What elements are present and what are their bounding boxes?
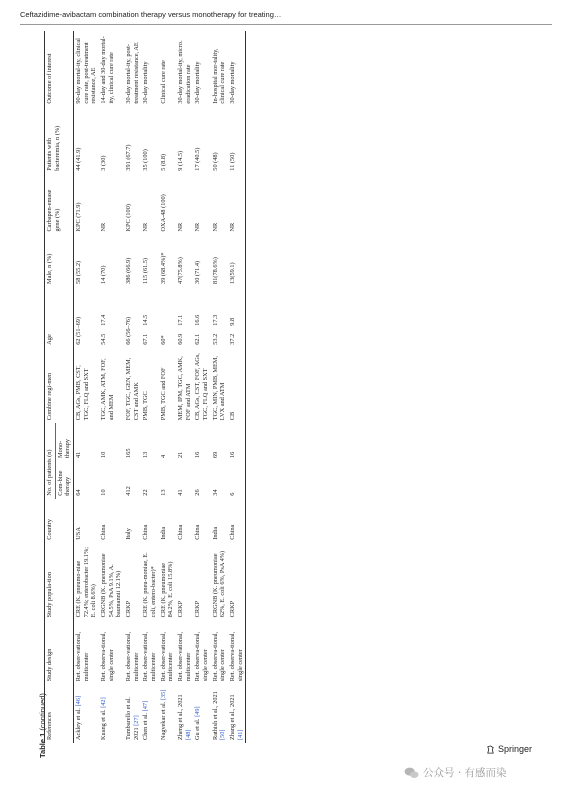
cell-mono: 10 <box>100 451 108 458</box>
cell-ref <box>193 684 210 743</box>
cell-country: China <box>194 524 202 540</box>
cell-combine: 412 <box>125 486 133 496</box>
cell-regimen: FOF, TGC, GEN, MEM, CST and AMK <box>125 357 140 421</box>
publisher-logo <box>486 744 532 754</box>
cell-country: China <box>100 524 108 540</box>
cell-gene: NR <box>194 222 202 232</box>
cell-combine: 26 <box>194 489 202 496</box>
cell-population: CRKP <box>177 600 185 618</box>
age-sd: 17.4 <box>100 314 108 326</box>
reference-name: Nagvekar et al. <box>159 701 167 740</box>
cell-country: India <box>159 526 167 540</box>
reference-name: Kuang et al. <box>100 709 108 740</box>
cell-country: China <box>228 499 246 543</box>
age-sd: 16.6 <box>194 314 202 326</box>
age-value: 62 (51–69) <box>75 316 83 345</box>
table-row <box>141 31 158 743</box>
cell-regimen: PMB, TGC and FOF <box>159 367 167 421</box>
citation-link[interactable]: [46] <box>75 695 83 707</box>
cell-male: 115 (61.5) <box>142 257 150 284</box>
col-header-references: References <box>45 684 74 743</box>
cell-age <box>176 287 193 348</box>
running-title: Ceftazidime-avibactam combination therapy versus monotherapy for treating… <box>20 10 282 19</box>
cell-ref <box>211 684 228 743</box>
reference-name: Zhang et al., 2021 <box>229 694 237 740</box>
col-header-study-population: Study popula-tion <box>45 543 74 621</box>
cell-country: China <box>177 524 185 540</box>
reference-name: Tumbarello et al. 2021 <box>125 697 140 740</box>
reference-name: Chen et al. <box>142 712 150 740</box>
col-header-bacteremia: Patients with bacteremia, n (%) <box>45 107 74 174</box>
citation-link[interactable]: [49] <box>194 706 202 717</box>
cell-mono: 4 <box>159 454 167 458</box>
cell-population: CRKP <box>194 600 202 618</box>
cell-population: CRE (K. pneu-moniae, E. coli, entero-bacter)* <box>142 552 158 618</box>
cell-population: CRKP <box>228 543 246 621</box>
cell-design: Ret. observa-tional, single center <box>211 631 227 682</box>
cell-age <box>211 287 228 348</box>
cell-gene: OXA-48 (100) <box>159 194 167 232</box>
col-header-carbapenemase-gene: Carbapen-emase gene (%) <box>45 174 74 235</box>
study-table <box>44 31 246 743</box>
cell-age <box>124 287 141 348</box>
watermark-text: 公众号 · 有感而染 <box>423 767 507 779</box>
cell-age <box>141 287 158 348</box>
cell-male: 81(78.6%) <box>211 257 219 284</box>
cell-outcome: 14-day and 30-day mortal-ity, clinical cure rate <box>100 36 115 104</box>
cell-ref <box>159 684 176 743</box>
cell-combine: 10 <box>100 489 108 496</box>
cell-regimen: CB, AGs, PMB, CST, TGC, FLQ and SXT <box>75 365 90 421</box>
citation-link[interactable]: [48] <box>184 729 192 740</box>
cell-outcome: 30-day mortal-ity, post-treatment resistance, AE <box>125 42 140 104</box>
cell-gene: NR <box>177 222 185 232</box>
cell-design: Ret. obser-vational, multicenter <box>142 631 158 682</box>
cell-ref <box>124 684 141 743</box>
cell-design: Ret. observa-tional, single center <box>100 631 115 682</box>
header-divider <box>20 24 552 25</box>
col-header-study-design: Study design <box>45 620 74 684</box>
cell-country: India <box>211 526 219 540</box>
citation-link[interactable]: [42] <box>100 697 108 708</box>
age-sd: 14.5 <box>142 314 150 326</box>
cell-gene: NR <box>211 222 219 232</box>
cell-regimen: CB, AGs, CST, FOF, AGs, TGC, FLQ and SXT <box>194 353 210 421</box>
reference-name: Zheng et al., 2021 <box>177 694 185 740</box>
cell-design: Ret. obser-vational, multicenter <box>177 631 192 682</box>
cell-gene: NR <box>100 222 108 232</box>
cell-age <box>74 287 100 348</box>
cell-gene: NR <box>228 174 246 235</box>
wechat-icon <box>404 767 419 779</box>
cell-country: USA <box>75 527 83 540</box>
col-header-country: Country <box>45 499 74 543</box>
cell-outcome: In-hospital mor-tality, clinical cure rate <box>211 48 227 104</box>
cell-combine: 41 <box>177 489 185 496</box>
age-value: 53.2 <box>211 333 219 345</box>
cell-country: Italy <box>125 528 133 540</box>
cell-mono: 165 <box>125 448 133 458</box>
cell-mono: 16 <box>194 451 202 458</box>
rotated-table-container <box>44 31 512 743</box>
cell-combine: 34 <box>211 489 219 496</box>
cell-mono: 21 <box>177 451 185 458</box>
cell-combine: 22 <box>142 489 150 496</box>
cell-bacteremia: 35 (100) <box>142 149 150 171</box>
age-value: 60* <box>159 335 167 345</box>
cell-design: Ret. obser-vational, multicenter <box>75 631 90 682</box>
table-row <box>159 31 176 743</box>
age-value: 62.1 <box>194 333 202 345</box>
reference-name: Gu et al. <box>194 718 202 740</box>
cell-design: Ret. obser-vational, multicenter <box>159 631 175 682</box>
citation-link[interactable]: [50] <box>219 729 227 740</box>
col-header-monotherapy: Mono-therapy <box>56 439 72 458</box>
table-row <box>124 31 141 743</box>
cell-bacteremia: 50 (48) <box>211 152 219 171</box>
col-header-age: Age <box>45 287 74 348</box>
cell-combine: 6 <box>228 461 246 499</box>
cell-ref <box>176 684 193 743</box>
age-sd: 17.1 <box>177 314 185 326</box>
cell-combine: 13 <box>159 489 167 496</box>
citation-link[interactable]: [47] <box>142 700 150 712</box>
table-row <box>74 31 100 743</box>
cell-combine: 64 <box>75 489 83 496</box>
cell-outcome: 30-day mortality <box>142 61 150 104</box>
cell-population: CRGNB (K. pneumoniae 54.5%, PsA 9.1%, A. baumannii 12.1%) <box>100 553 123 618</box>
cell-gene: KPC (100) <box>125 204 133 232</box>
citation-link[interactable]: [27] <box>132 715 140 726</box>
cell-outcome: Clinical cure rate <box>159 60 167 104</box>
cell-male: 14 (70) <box>100 265 108 284</box>
cell-outcome: 30-day mortality <box>194 61 202 104</box>
cell-male: 39 (68.4%)* <box>159 252 167 284</box>
cell-design: Ret. observa-tional, single center <box>228 620 246 684</box>
publisher-name: Springer <box>498 744 533 754</box>
col-header-no-patients: No. of patients (n) <box>45 423 56 498</box>
cell-regimen: MEM, IPM, TGC, AMK, FOF and ATM <box>177 356 192 421</box>
cell-gene: KPC (71.9) <box>75 202 83 232</box>
cell-mono: 13 <box>142 451 150 458</box>
cell-mono: 41 <box>75 451 83 458</box>
cell-age <box>193 287 210 348</box>
table-body <box>74 31 246 743</box>
cell-male: 386 (66.9) <box>125 257 133 284</box>
age-sd: 9.8 <box>229 317 237 326</box>
table-continued: (continued) <box>38 693 47 731</box>
cell-bacteremia: 11 (50) <box>228 107 246 174</box>
cell-population: CRGNB (K. pneumoniae 62%, E. coli 6%, PsA 4%) <box>211 550 227 618</box>
cell-mono: 16 <box>228 423 246 461</box>
watermark <box>404 765 507 780</box>
col-header-combine-therapy: Com-bine therapy <box>56 470 72 496</box>
cell-ref <box>228 684 246 743</box>
cell-bacteremia: 17 (40.5) <box>194 147 202 171</box>
cell-ref <box>141 684 158 743</box>
age-value: 66 (56–76) <box>125 316 133 345</box>
cell-male: 13(59.1) <box>228 235 246 287</box>
cell-country: China <box>142 524 150 540</box>
cell-bacteremia: 5 (8.8) <box>159 153 167 171</box>
cell-age <box>228 287 246 348</box>
cell-male: 30 (71.4) <box>194 260 202 284</box>
springer-horse-icon <box>486 745 495 754</box>
cell-bacteremia: 391 (67.7) <box>125 144 133 171</box>
age-value: 37.2 <box>229 333 237 345</box>
cell-design: Ret. observa-tional, single center <box>194 631 210 682</box>
cell-male: 47(75.8%) <box>177 257 185 284</box>
citation-link[interactable]: [41] <box>236 729 244 740</box>
table-row <box>99 31 124 743</box>
cell-age <box>99 287 124 348</box>
col-header-male: Male, n (%) <box>45 235 74 287</box>
age-value: 54.5 <box>100 333 108 345</box>
cell-outcome: 30-day mortal-ity, micro. eradication rate <box>177 40 192 104</box>
reference-name: Ackley et al. <box>75 708 83 740</box>
cell-bacteremia: 44 (41.9) <box>75 147 83 171</box>
cell-regimen: CB <box>228 348 246 423</box>
cell-ref <box>99 684 124 743</box>
citation-link[interactable]: [35] <box>159 689 167 701</box>
cell-population: CRKP <box>125 600 133 618</box>
cell-gene: NR <box>142 222 150 232</box>
col-header-combine-regimen: Combine regi-men <box>45 348 74 423</box>
table-row <box>228 31 246 743</box>
cell-bacteremia: 3 (30) <box>100 155 108 171</box>
cell-outcome: 90-day mortal-ity, clinical cure rate, post-treatment resistance, AE <box>75 38 98 104</box>
cell-population: CRE (K. pneumoniae 84.2%, E. coli 15.8%) <box>159 561 175 618</box>
reference-name: Rathish et al., 2021 <box>211 691 219 740</box>
table-row <box>176 31 193 743</box>
cell-population: CRE (K. pneumo-niae 72.4%; enterobacter 19.1%; E. coli 8.6%) <box>75 547 98 618</box>
cell-regimen: TGC, MIN, PMB, MEM, LVX and ATM <box>211 356 227 421</box>
age-sd: 17.3 <box>211 314 219 326</box>
table-row <box>193 31 210 743</box>
age-value: 67.1 <box>142 333 150 345</box>
cell-regimen: TGC, AMK, ATM, FOF, and MEM <box>100 358 115 421</box>
cell-mono: 69 <box>211 451 219 458</box>
table-label: Table 1 <box>38 732 47 758</box>
age-value: 60.9 <box>177 333 185 345</box>
table-row <box>211 31 228 743</box>
cell-regimen: PMB, TGC <box>142 391 150 421</box>
cell-design: Ret. obser-vational, multicenter <box>125 631 140 682</box>
cell-age <box>159 287 176 348</box>
cell-bacteremia: 9 (14.5) <box>177 150 185 171</box>
cell-ref <box>74 684 100 743</box>
cell-male: 58 (55.2) <box>75 260 83 284</box>
col-header-outcome: Outcome of interest <box>45 31 74 107</box>
cell-outcome: 30-day mortality <box>228 31 246 107</box>
